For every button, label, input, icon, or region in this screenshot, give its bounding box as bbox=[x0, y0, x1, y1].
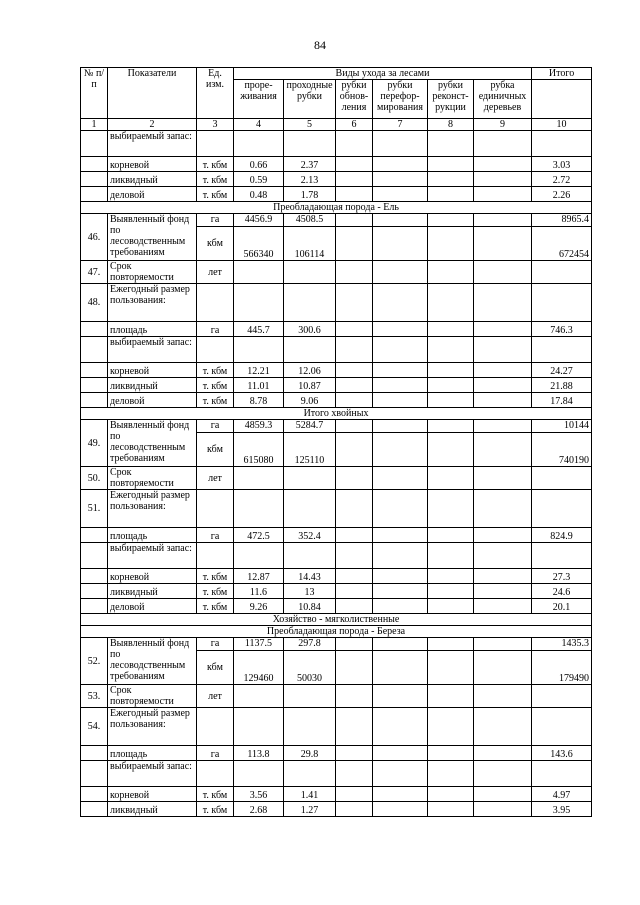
unit: т. кбм bbox=[197, 378, 234, 393]
row-label: выбираемый запас: bbox=[108, 543, 197, 569]
cell-value: 11.01 bbox=[234, 378, 284, 393]
cell-total: 143.6 bbox=[532, 746, 592, 761]
cell-total: 3.03 bbox=[532, 157, 592, 172]
unit: га bbox=[197, 420, 234, 433]
row-label: корневой bbox=[108, 787, 197, 802]
row-label: выбираемый запас: bbox=[108, 761, 197, 787]
cell-total: 21.88 bbox=[532, 378, 592, 393]
cell-value: 29.8 bbox=[284, 746, 336, 761]
cell-value: 5284.7 bbox=[284, 420, 336, 433]
row-label: Ежегодный размер пользования: bbox=[108, 284, 197, 322]
row-number: 50. bbox=[81, 467, 108, 490]
row-label: Выявленный фонд по лесоводственным требованиям bbox=[108, 638, 197, 685]
cell-value: 472.5 bbox=[234, 528, 284, 543]
cell-value: 12.87 bbox=[234, 569, 284, 584]
row-label: выбираемый запас: bbox=[108, 337, 197, 363]
row-label: деловой bbox=[108, 599, 197, 614]
row-label: корневой bbox=[108, 569, 197, 584]
section-title: Итого хвойных bbox=[81, 408, 592, 420]
row-label: ликвидный bbox=[108, 378, 197, 393]
cell-value: 0.48 bbox=[234, 187, 284, 202]
cell-value: 8.78 bbox=[234, 393, 284, 408]
cell-value: 10.87 bbox=[284, 378, 336, 393]
col-number: 6 bbox=[336, 119, 373, 131]
cell-total: 2.26 bbox=[532, 187, 592, 202]
col-number: 7 bbox=[373, 119, 428, 131]
cell-value: 9.26 bbox=[234, 599, 284, 614]
cell-value: 106114 bbox=[284, 227, 336, 261]
cell-value: 300.6 bbox=[284, 322, 336, 337]
cell-value: 10.84 bbox=[284, 599, 336, 614]
col-number: 5 bbox=[284, 119, 336, 131]
cell-total: 24.27 bbox=[532, 363, 592, 378]
section-title: Преобладающая порода - Ель bbox=[81, 202, 592, 214]
header-sub: рубки обнов-ления bbox=[336, 80, 373, 119]
cell-value: 352.4 bbox=[284, 528, 336, 543]
cell-value: 12.06 bbox=[284, 363, 336, 378]
cell-total: 1435.3 bbox=[532, 638, 592, 651]
unit: т. кбм bbox=[197, 787, 234, 802]
unit: лет bbox=[197, 685, 234, 708]
header-unit: Ед. изм. bbox=[197, 68, 234, 119]
unit: кбм bbox=[197, 227, 234, 261]
unit: лет bbox=[197, 467, 234, 490]
cell-total: 672454 bbox=[532, 227, 592, 261]
row-label: площадь bbox=[108, 322, 197, 337]
row-label: ликвидный bbox=[108, 802, 197, 817]
cell-total: 740190 bbox=[532, 433, 592, 467]
cell-total: 179490 bbox=[532, 651, 592, 685]
unit: т. кбм bbox=[197, 393, 234, 408]
cell-value: 2.13 bbox=[284, 172, 336, 187]
header-num: № п/п bbox=[81, 68, 108, 119]
row-label: Выявленный фонд по лесоводственным требованиям bbox=[108, 214, 197, 261]
cell-value: 4508.5 bbox=[284, 214, 336, 227]
cell-value: 14.43 bbox=[284, 569, 336, 584]
cell-total: 746.3 bbox=[532, 322, 592, 337]
section-title: Преобладающая порода - Береза bbox=[81, 626, 592, 638]
row-number: 47. bbox=[81, 261, 108, 284]
header-indicator: Показатели bbox=[108, 68, 197, 119]
unit: т. кбм bbox=[197, 569, 234, 584]
cell-value: 125110 bbox=[284, 433, 336, 467]
header-sub: рубки перефор-мирования bbox=[373, 80, 428, 119]
header-sub: проходные рубки bbox=[284, 80, 336, 119]
col-number: 10 bbox=[532, 119, 592, 131]
header-sub: рубка единичных деревьев bbox=[474, 80, 532, 119]
cell-total: 17.84 bbox=[532, 393, 592, 408]
cell-total: 8965.4 bbox=[532, 214, 592, 227]
cell-value: 13 bbox=[284, 584, 336, 599]
cell-value: 50030 bbox=[284, 651, 336, 685]
unit: га bbox=[197, 214, 234, 227]
cell-value: 615080 bbox=[234, 433, 284, 467]
col-number: 2 bbox=[108, 119, 197, 131]
cell-value: 9.06 bbox=[284, 393, 336, 408]
cell-value: 113.8 bbox=[234, 746, 284, 761]
row-label: Ежегодный размер пользования: bbox=[108, 490, 197, 528]
section-title: Хозяйство - мягколиственные bbox=[81, 614, 592, 626]
cell-total: 4.97 bbox=[532, 787, 592, 802]
header-total-empty bbox=[532, 80, 592, 119]
cell-total: 24.6 bbox=[532, 584, 592, 599]
header-total: Итого bbox=[532, 68, 592, 80]
row-label: Выявленный фонд по лесоводственным требованиям bbox=[108, 420, 197, 467]
row-label: деловой bbox=[108, 187, 197, 202]
col-number: 3 bbox=[197, 119, 234, 131]
cell-value: 566340 bbox=[234, 227, 284, 261]
unit: га bbox=[197, 746, 234, 761]
row-label: Срок повторяемости bbox=[108, 261, 197, 284]
cell-value: 2.37 bbox=[284, 157, 336, 172]
row-label: корневой bbox=[108, 363, 197, 378]
row-number: 52. bbox=[81, 638, 108, 685]
cell-value: 4859.3 bbox=[234, 420, 284, 433]
unit: т. кбм bbox=[197, 584, 234, 599]
cell-total: 3.95 bbox=[532, 802, 592, 817]
unit: лет bbox=[197, 261, 234, 284]
cell-value: 129460 bbox=[234, 651, 284, 685]
cell-value: 3.56 bbox=[234, 787, 284, 802]
cell-value: 297.8 bbox=[284, 638, 336, 651]
row-number: 53. bbox=[81, 685, 108, 708]
row-number: 49. bbox=[81, 420, 108, 467]
unit: га bbox=[197, 638, 234, 651]
unit: т. кбм bbox=[197, 172, 234, 187]
row-label: площадь bbox=[108, 528, 197, 543]
row-label: площадь bbox=[108, 746, 197, 761]
cell-value: 445.7 bbox=[234, 322, 284, 337]
cell-value: 1.41 bbox=[284, 787, 336, 802]
unit: т. кбм bbox=[197, 599, 234, 614]
header-sub: рубки реконст-рукции bbox=[428, 80, 474, 119]
cell-total: 10144 bbox=[532, 420, 592, 433]
row-label: Срок повторяемости bbox=[108, 685, 197, 708]
unit: т. кбм bbox=[197, 157, 234, 172]
page-number: 84 bbox=[314, 38, 326, 52]
cell-total: 824.9 bbox=[532, 528, 592, 543]
unit: т. кбм bbox=[197, 363, 234, 378]
col-number: 9 bbox=[474, 119, 532, 131]
col-number: 4 bbox=[234, 119, 284, 131]
cell-value: 11.6 bbox=[234, 584, 284, 599]
row-number: 46. bbox=[81, 214, 108, 261]
cell-value: 1137.5 bbox=[234, 638, 284, 651]
row-label: выбираемый запас: bbox=[108, 131, 197, 157]
row-label: корневой bbox=[108, 157, 197, 172]
cell-value: 4456.9 bbox=[234, 214, 284, 227]
cell-total: 2.72 bbox=[532, 172, 592, 187]
forest-care-table bbox=[80, 67, 592, 817]
row-number: 48. bbox=[81, 284, 108, 322]
unit: кбм bbox=[197, 651, 234, 685]
row-number: 51. bbox=[81, 490, 108, 528]
header-sub: проре-живания bbox=[234, 80, 284, 119]
row-label: ликвидный bbox=[108, 172, 197, 187]
cell-total: 27.3 bbox=[532, 569, 592, 584]
row-number: 54. bbox=[81, 708, 108, 746]
unit: га bbox=[197, 528, 234, 543]
col-number: 1 bbox=[81, 119, 108, 131]
row-label: Ежегодный размер пользования: bbox=[108, 708, 197, 746]
row-label: деловой bbox=[108, 393, 197, 408]
unit: кбм bbox=[197, 433, 234, 467]
cell-value: 0.66 bbox=[234, 157, 284, 172]
cell-value: 2.68 bbox=[234, 802, 284, 817]
cell-value: 12.21 bbox=[234, 363, 284, 378]
row-label: ликвидный bbox=[108, 584, 197, 599]
cell-value: 0.59 bbox=[234, 172, 284, 187]
cell-total: 20.1 bbox=[532, 599, 592, 614]
unit: т. кбм bbox=[197, 187, 234, 202]
col-number: 8 bbox=[428, 119, 474, 131]
unit: га bbox=[197, 322, 234, 337]
header-care-types: Виды ухода за лесами bbox=[234, 68, 532, 80]
cell-value: 1.78 bbox=[284, 187, 336, 202]
unit: т. кбм bbox=[197, 802, 234, 817]
cell-value: 1.27 bbox=[284, 802, 336, 817]
row-label: Срок повторяемости bbox=[108, 467, 197, 490]
